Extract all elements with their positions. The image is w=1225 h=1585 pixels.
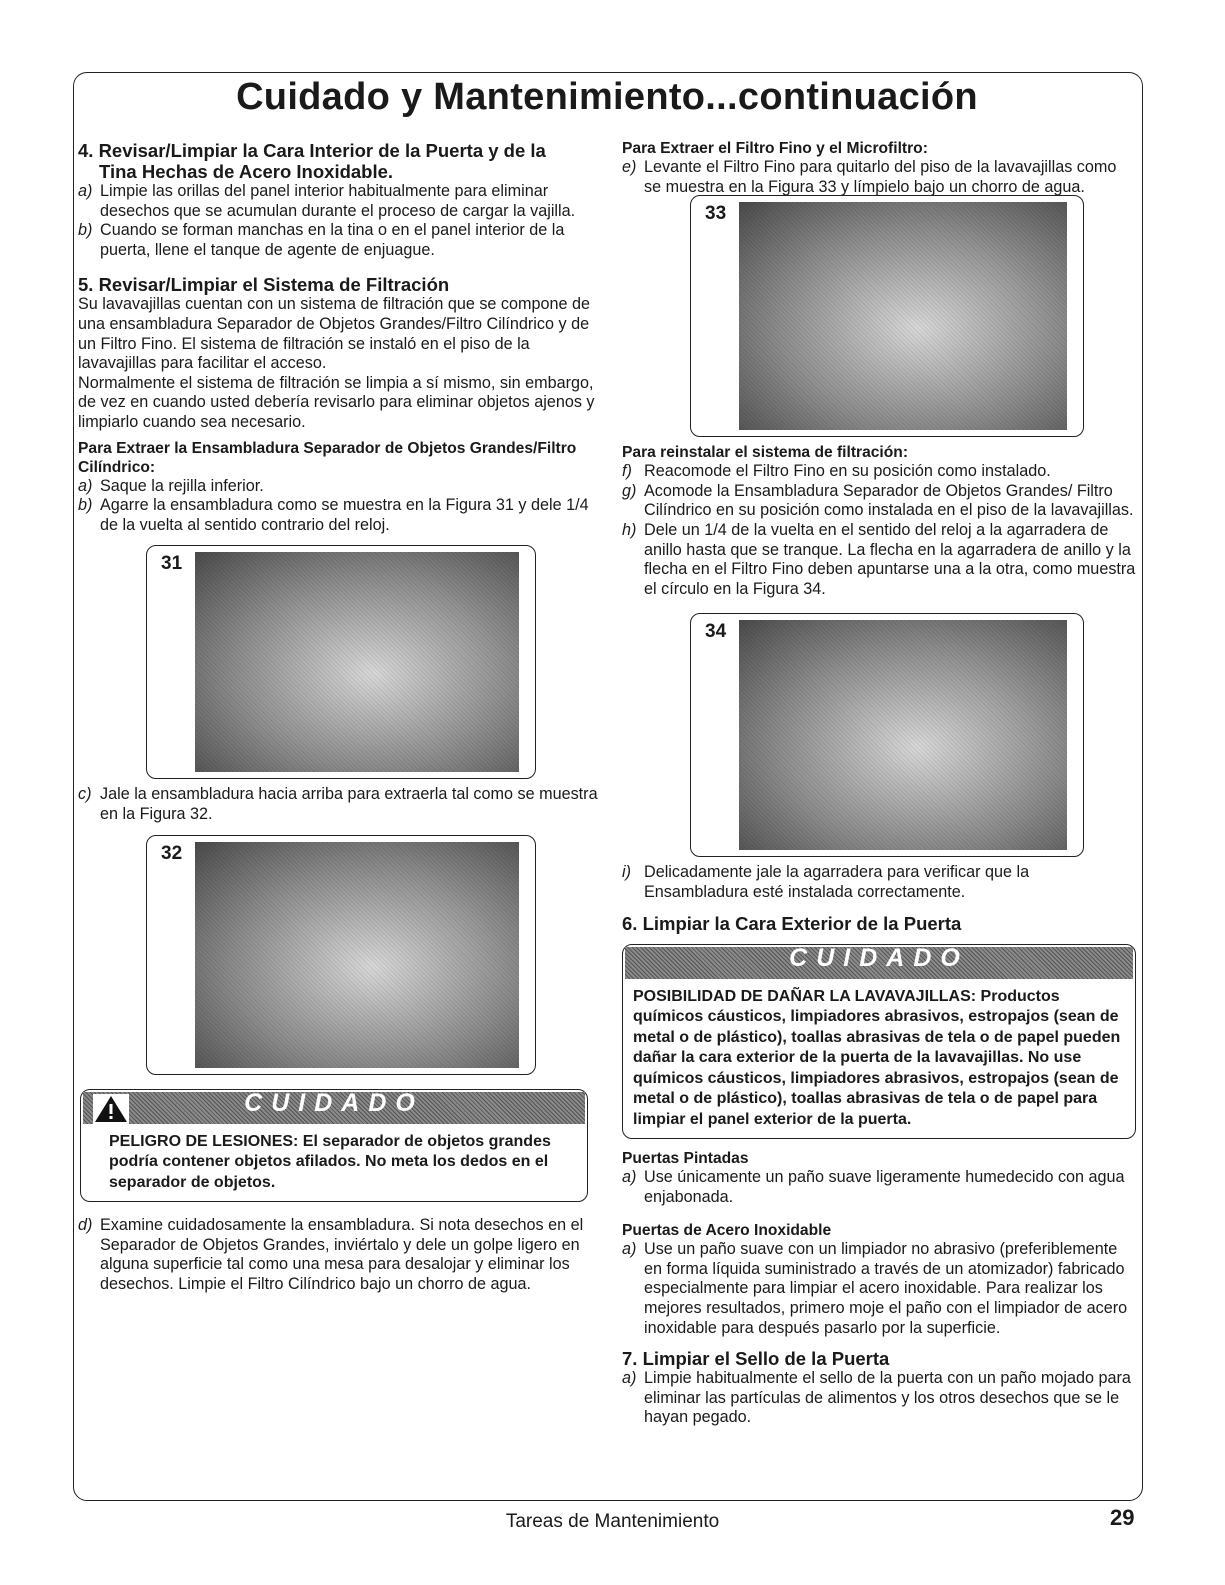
section-4-item-a bbox=[78, 182, 600, 221]
item-text: Limpie las orillas del panel interior habitualmente para eliminar desechos que se acumulan durante el proceso de cargar la vajilla. bbox=[100, 182, 576, 220]
item-text: Acomode la Ensambladura Separador de Objetos Grandes/ Filtro Cilíndrico en su posición como instalada en el piso de la lavavajillas. bbox=[644, 481, 1134, 520]
steel-doors-subtitle: Puertas de Acero Inoxidable bbox=[622, 1222, 832, 1240]
steel-item-a bbox=[622, 1240, 1137, 1338]
item-letter: h) bbox=[622, 520, 637, 539]
figure-32 bbox=[146, 835, 536, 1075]
page-number: 29 bbox=[1110, 1505, 1135, 1530]
item-letter: i) bbox=[622, 863, 631, 882]
figure-number: 34 bbox=[705, 621, 727, 643]
remove-item-a bbox=[78, 477, 600, 497]
seal-item-a bbox=[622, 1369, 1137, 1428]
item-letter: f) bbox=[622, 462, 632, 481]
remove-item-d bbox=[78, 1216, 600, 1294]
item-text: Dele un 1/4 de la vuelta en el sentido del reloj a la agarradera de anillo hasta que se tranque. La flecha en la agarradera de anillo y la flecha en el Filtro Fino deben apuntarse una a la otra, como muestra el círculo en la Figura 34. bbox=[644, 520, 1136, 598]
remove-assembly-subtitle: Para Extraer la Ensambladura Separador de Objetos Grandes/Filtro Cilíndrico: bbox=[78, 439, 577, 476]
item-letter: b) bbox=[78, 496, 93, 515]
painted-doors-subtitle: Puertas Pintadas bbox=[622, 1150, 749, 1168]
item-text: Use un paño suave con un limpiador no abrasivo (preferiblemente en forma líquida suministrado a través de un atomizador) fabricado especialmente para limpiar el acero inoxidable. Para realizar los mejores resultados, primero moje el paño con el limpiador de acero inoxidable para después pasarlo por la superficie. bbox=[644, 1240, 1128, 1337]
item-text: Agarre la ensambladura como se muestra en la Figura 31 y dele 1/4 de la vuelta al sentido contrario del reloj. bbox=[100, 496, 589, 534]
figure-number: 31 bbox=[161, 553, 183, 575]
remove-item-b bbox=[78, 496, 600, 535]
item-text: Saque la rejilla inferior. bbox=[100, 476, 264, 495]
section-7-title: 7. Limpiar el Sello de la Puerta bbox=[622, 1348, 890, 1370]
caution-box-damage bbox=[622, 944, 1136, 1140]
caution-header-bar bbox=[625, 943, 1133, 979]
figure-31 bbox=[146, 545, 536, 779]
figure-number: 33 bbox=[705, 203, 727, 225]
item-letter: d) bbox=[78, 1216, 93, 1234]
section-4-title bbox=[78, 140, 600, 182]
item-text: Jale la ensambladura hacia arriba para extraerla tal como se muestra en la Figura 32. bbox=[100, 785, 598, 823]
item-letter: g) bbox=[622, 481, 637, 500]
painted-item-a bbox=[622, 1168, 1137, 1207]
item-letter: a) bbox=[622, 1240, 637, 1259]
section-4-title-line2: Tina Hechas de Acero Inoxidable. bbox=[99, 161, 394, 182]
section-6-title: 6. Limpiar la Cara Exterior de la Puerta bbox=[622, 912, 962, 934]
left-column bbox=[78, 140, 600, 1294]
caution-text: PELIGRO DE LESIONES: El separador de objetos grandes podría contener objetos afilados. No meta los dedos en el separador de objetos. bbox=[109, 1132, 551, 1191]
caution-box-injury bbox=[80, 1089, 588, 1203]
item-text: Reacomode el Filtro Fino en su posición como instalado. bbox=[644, 462, 1051, 481]
item-text: Delicadamente jale la agarradera para verificar que la Ensambladura esté instalada correctamente. bbox=[644, 863, 1030, 901]
figure-33 bbox=[690, 195, 1084, 437]
figure-33-photo bbox=[739, 202, 1067, 430]
item-letter: c) bbox=[78, 785, 92, 804]
item-letter: a) bbox=[622, 1168, 637, 1187]
reinstall-item-g bbox=[622, 482, 1137, 521]
figure-31-photo bbox=[195, 552, 519, 772]
figure-34-photo bbox=[739, 620, 1067, 850]
reinstall-item-h bbox=[622, 521, 1137, 599]
caution-text: POSIBILIDAD DE DAÑAR LA LAVAVAJILLAS: Productos químicos cáusticos, limpiadores abrasivos, estropajos (sean de metal o de plástico), toallas abrasivas de tela o de papel pueden dañar la cara exterior de la puerta de la lavavajillas. No use químicos cáusticos, limpiadores abrasivos, estropajos (sean de metal o de plástico), toallas abrasivas de tela o de papel para limpiar el panel exterior de la puerta. bbox=[633, 987, 1121, 1128]
remove-item-c bbox=[78, 785, 600, 824]
caution-heading: CUIDADO bbox=[244, 1088, 424, 1117]
reinstall-subtitle: Para reinstalar el sistema de filtración: bbox=[622, 444, 909, 462]
reinstall-item-i bbox=[622, 863, 1137, 902]
figure-number: 32 bbox=[161, 842, 183, 864]
fine-filter-subtitle: Para Extraer el Filtro Fino y el Microfiltro: bbox=[622, 140, 928, 157]
item-letter: a) bbox=[622, 1369, 637, 1388]
item-letter: a) bbox=[78, 476, 93, 495]
item-text: Levante el Filtro Fino para quitarlo del piso de la lavavajillas como se muestra en la Figura 33 y límpielo bajo un chorro de agua. bbox=[644, 158, 1117, 196]
section-5-paragraph-2: Normalmente el sistema de filtración se limpia a sí mismo, sin embargo, de vez en cuando usted debería revisarlo para eliminar objetos ajenos y limpiarlo cuando sea necesario. bbox=[78, 373, 595, 431]
item-text: Examine cuidadosamente la ensambladura. Si nota desechos en el Separador de Objetos Grandes, inviértalo y dele un golpe ligero en alguna superficie tal como una mesa para desalojar y eliminar los desechos. Limpie el Filtro Cilíndrico bajo un chorro de agua. bbox=[100, 1216, 584, 1293]
section-5-title: 5. Revisar/Limpiar el Sistema de Filtración bbox=[78, 274, 450, 296]
caution-heading: CUIDADO bbox=[789, 943, 969, 972]
footer-section-name: Tareas de Mantenimiento bbox=[505, 1511, 720, 1532]
fine-item-e bbox=[622, 158, 1137, 197]
section-4-item-b bbox=[78, 221, 600, 260]
section-4-title-line1: 4. Revisar/Limpiar la Cara Interior de la Puerta y de la bbox=[78, 140, 546, 161]
item-text: Use únicamente un paño suave ligeramente humedecido con agua enjabonada. bbox=[644, 1168, 1125, 1206]
item-letter: b) bbox=[78, 221, 93, 240]
section-5-paragraph-1: Su lavavajillas cuentan con un sistema de filtración que se compone de una ensambladura Separador de Objetos Grandes/Filtro Cilíndrico y de un Filtro Fino. El sistema de filtración se instaló en el piso de la lavavajillas para facilitar el acceso. bbox=[78, 295, 591, 373]
item-text: Cuando se forman manchas en la tina o en el panel interior de la puerta, llene el tanque de agente de enjuague. bbox=[100, 221, 565, 259]
item-letter: a) bbox=[78, 182, 93, 200]
item-text: Limpie habitualmente el sello de la puerta con un paño mojado para eliminar las partículas de alimentos y los otros desechos que se le hayan pegado. bbox=[644, 1369, 1131, 1427]
reinstall-item-f bbox=[622, 462, 1137, 482]
figure-32-photo bbox=[195, 842, 519, 1068]
right-column bbox=[622, 139, 1137, 1428]
figure-34 bbox=[690, 613, 1084, 857]
item-letter: e) bbox=[622, 158, 637, 176]
caution-header-bar bbox=[83, 1088, 585, 1124]
page-title: Cuidado y Mantenimiento...continuación bbox=[236, 76, 978, 118]
